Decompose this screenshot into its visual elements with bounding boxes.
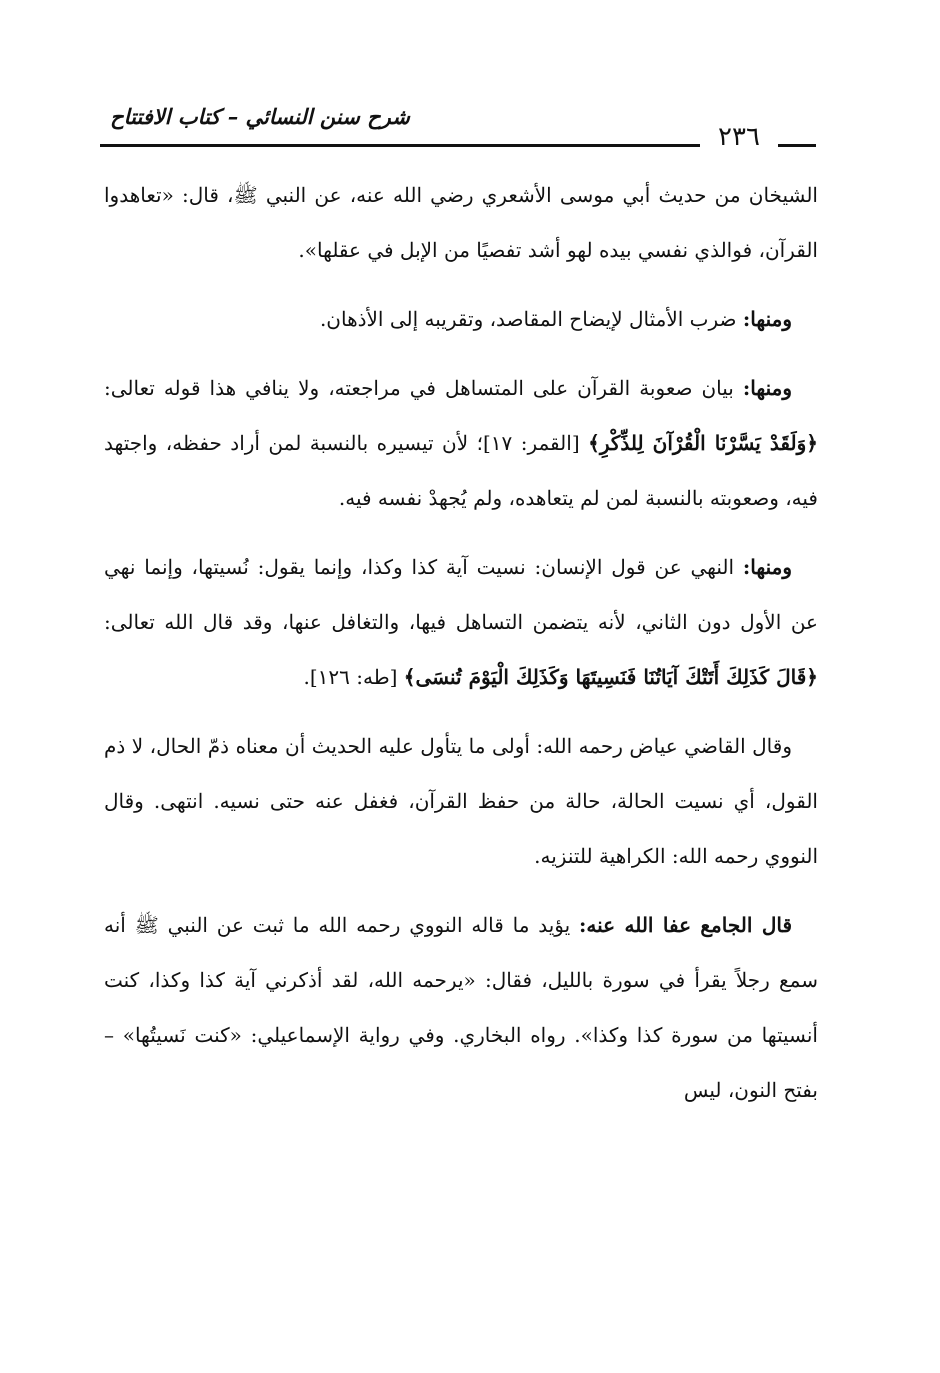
paragraph-lead: ومنها: bbox=[742, 307, 792, 331]
paragraph-text: لأن تيسيره بالنسبة لمن أراد حفظه، واجتهد فيه، وصعوبته بالنسبة لمن لم يتعاهده، ولم يُجهدْ نفسه فيه. bbox=[104, 431, 818, 510]
header-rule bbox=[100, 144, 700, 147]
paragraph-text: وقال القاضي عياض رحمه الله: أولى ما يتأول عليه الحديث أن معناه ذمّ الحال، لا ذم القول، أي نسيت الحالة، حالة من حفظ القرآن، فغفل عنه حتى نسيه. انتهى. وقال النووي رحمه الله: الكراهية للتنزيه. bbox=[104, 734, 818, 868]
paragraph-lead: ومنها: bbox=[742, 376, 792, 400]
paragraph-2 bbox=[104, 292, 818, 347]
verse-reference: [طه: ١٢٦]. bbox=[303, 665, 404, 689]
paragraph-5 bbox=[104, 719, 818, 884]
paragraph-text: ضرب الأمثال لإيضاح المقاصد، وتقريبه إلى الأذهان. bbox=[319, 307, 743, 331]
paragraph-text: الشيخان من حديث أبي موسى الأشعري رضي الله عنه، عن النبي ﷺ، قال: «تعاهدوا القرآن، فوالذي نفسي بيده لهو أشد تفصيًا من الإبل في عقلها». bbox=[104, 183, 818, 262]
paragraph-3 bbox=[104, 361, 818, 526]
page-number: ٢٣٦ bbox=[718, 122, 760, 152]
body-text bbox=[104, 168, 818, 1132]
paragraph-text: النهي عن قول الإنسان: نسيت آية كذا وكذا، وإنما يقول: نُسيتها، وإنما نهي عن الأول دون الثاني، لأنه يتضمن التساهل فيها، والتغافل عنها، وقد قال الله تعالى: bbox=[104, 555, 818, 634]
quran-verse: ﴿وَلَقَدْ يَسَّرْنَا الْقُرْآنَ لِلذِّكْرِ﴾ bbox=[588, 431, 818, 455]
quran-verse: ﴿قَالَ كَذَلِكَ أَتَتْكَ آيَاتُنَا فَنَسِيتَهَا وَكَذَلِكَ الْيَوْمَ تُنسَى﴾ bbox=[403, 665, 818, 689]
page-number-rule bbox=[778, 144, 816, 147]
paragraph-4 bbox=[104, 540, 818, 705]
paragraph-text: بيان صعوبة القرآن على المتساهل في مراجعته، ولا ينافي هذا قوله تعالى: bbox=[104, 376, 743, 400]
paragraph-text: يؤيد ما قاله النووي رحمه الله ما ثبت عن النبي ﷺ أنه سمع رجلاً يقرأ في سورة بالليل، فقال: «يرحمه الله، لقد أذكرني آية كذا وكذا، كنت أنسيتها من سورة كذا وكذا». رواه البخاري. وفي رواية الإسماعيلي: «كنت نَسيتُها» – بفتح النون، ليس bbox=[104, 913, 818, 1102]
paragraph-6 bbox=[104, 898, 818, 1118]
verse-reference: [القمر: ١٧]؛ bbox=[476, 431, 589, 455]
paragraph-1 bbox=[104, 168, 818, 278]
paragraph-lead: قال الجامع عفا الله عنه: bbox=[579, 913, 793, 937]
paragraph-lead: ومنها: bbox=[742, 555, 792, 579]
running-title: شرح سنن النسائي – كتاب الافتتاح bbox=[110, 104, 410, 129]
